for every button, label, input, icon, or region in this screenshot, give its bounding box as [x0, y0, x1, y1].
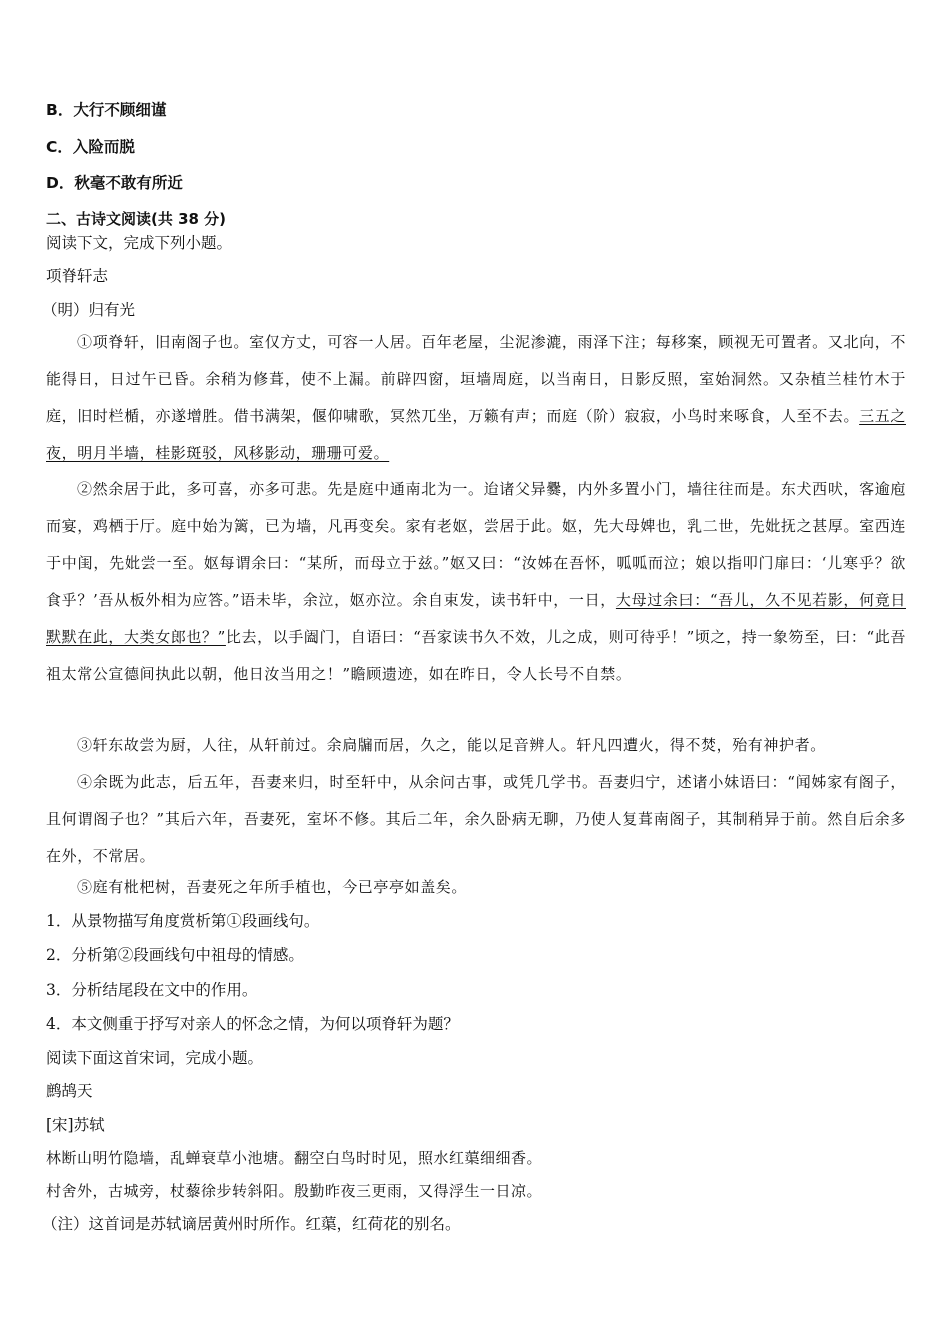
option-b[interactable]: B．大行不顾细谨	[46, 101, 167, 119]
paragraph-5: ⑤庭有枇杷树，吾妻死之年所手植也，今已亭亭如盖矣。	[77, 878, 468, 896]
reading-instruction: 阅读下文，完成下列小题。	[46, 234, 233, 252]
section-heading: 二、古诗文阅读(共 38 分)	[46, 210, 227, 228]
paragraph-1-text: ①项脊轩，旧南阁子也。室仅方丈，可容一人居。百年老屋，尘泥渗漉，雨泽下注；每移案，顾视无可置者。又北向，不能得日，日过午已昏。余稍为修葺，使不上漏。前辟四窗，垣墙周庭，以当南日，日影反照，室始洞然。又杂植兰桂竹木于庭，旧时栏楯，亦遂增胜。借书满架，偃仰啸歌，冥然兀坐，万籁有声；而庭（阶）寂寂，小鸟时来啄食，人至不去。	[46, 333, 906, 425]
poem-title: 鹧鸪天	[46, 1082, 93, 1100]
paragraph-1	[46, 324, 906, 472]
question-1: 1．从景物描写角度赏析第①段画线句。	[46, 912, 320, 930]
question-4: 4．本文侧重于抒写对亲人的怀念之情，为何以项脊轩为题？	[46, 1015, 459, 1033]
paragraph-2-underlined-sentence: 大母过余曰：“吾儿，久不见若影，何竟日默默在此，大类女郎也？”	[46, 591, 906, 646]
poem-author: [宋]苏轼	[46, 1116, 105, 1134]
paragraph-1-underlined-sentence: 三五之夜，明月半墙，桂影斑驳，风移影动，珊珊可爱。	[46, 407, 906, 462]
option-c[interactable]: C．入险而脱	[46, 138, 135, 156]
paragraph-4: ④余既为此志，后五年，吾妻来归，时至轩中，从余问古事，或凭几学书。吾妻归宁，述诸小妹语曰：“闻姊家有阁子，且何谓阁子也？”其后六年，吾妻死，室坏不修。其后二年，余久卧病无聊，乃使人复葺南阁子，其制稍异于前。然自后余多在外，不常居。	[46, 773, 906, 865]
question-3: 3．分析结尾段在文中的作用。	[46, 981, 258, 999]
option-d[interactable]: D．秋毫不敢有所近	[46, 174, 183, 192]
passage-title: 项脊轩志	[46, 267, 109, 285]
poem-line-2: 村舍外，古城旁，杖藜徐步转斜阳。殷勤昨夜三更雨，又得浮生一日凉。	[46, 1182, 543, 1200]
question-2: 2．分析第②段画线句中祖母的情感。	[46, 946, 304, 964]
paragraph-2-text-a: ②然余居于此，多可喜，亦多可悲。先是庭中通南北为一。迨诸父异爨，内外多置小门，墙往往而是。东犬西吠，客逾庖而宴，鸡栖于厅。庭中始为篱，已为墙，凡再变矣。家有老妪，尝居于此。妪，先大母婢也，乳二世，先妣抚之甚厚。室西连于中闺，先妣尝一至。妪每谓余曰：“某所，而母立于兹。”妪又曰：“汝姊在吾怀，呱呱而泣；娘以指叩门扉曰：‘儿寒乎？欲食乎？’吾从板外相为应答。”语未毕，余泣，妪亦泣。余自束发，读书轩中，一日，	[46, 480, 906, 609]
poem-line-1: 林断山明竹隐墙，乱蝉衰草小池塘。翻空白鸟时时见，照水红蕖细细香。	[46, 1149, 543, 1167]
paragraph-3: ③轩东故尝为厨，人往，从轩前过。余扃牖而居，久之，能以足音辨人。轩凡四遭火，得不焚，殆有神护者。	[77, 736, 826, 754]
poem-instruction: 阅读下面这首宋词，完成小题。	[46, 1049, 264, 1067]
paragraph-2	[46, 471, 906, 693]
passage-author: （明）归有光	[42, 301, 136, 319]
poem-note: （注）这首词是苏轼谪居黄州时所作。红蕖，红荷花的别名。	[42, 1215, 461, 1233]
paragraph-2-text-b: 比去，以手阖门，自语曰：“吾家读书久不效，儿之成，则可待乎！”顷之，持一象笏至，曰：“此吾祖太常公宣德间执此以朝，他日汝当用之！”瞻顾遗迹，如在昨日，令人长号不自禁。	[46, 628, 907, 683]
